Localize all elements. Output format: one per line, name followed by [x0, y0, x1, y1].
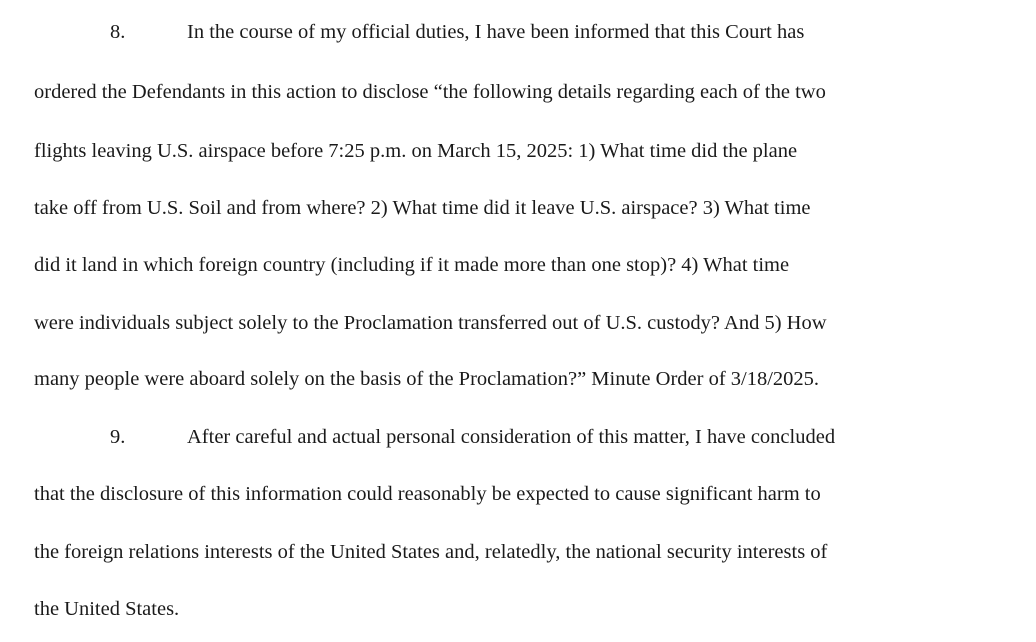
paragraph-9-text-line-2: that the disclosure of this information could reasonably be expected to cause significant harm to — [34, 483, 821, 505]
paragraph-8-text-line-4: take off from U.S. Soil and from where? 2) What time did it leave U.S. airspace? 3) What time — [34, 197, 811, 219]
paragraph-8-number: 8. — [110, 21, 126, 43]
paragraph-8-line-1 — [34, 20, 804, 44]
paragraph-9-line-1 — [34, 425, 835, 449]
paragraph-9-text-line-1: After careful and actual personal consideration of this matter, I have concluded — [187, 426, 836, 448]
paragraph-8-text-line-5: did it land in which foreign country (including if it made more than one stop)? 4) What time — [34, 254, 790, 276]
paragraph-8-text-line-7: many people were aboard solely on the basis of the Proclamation?” Minute Order of 3/18/2025. — [34, 368, 820, 390]
paragraph-9-text-line-4: the United States. — [34, 598, 180, 620]
paragraph-8-text-line-3: flights leaving U.S. airspace before 7:25 p.m. on March 15, 2025: 1) What time did the plane — [34, 140, 798, 162]
paragraph-9-number: 9. — [110, 426, 126, 448]
paragraph-9-text-line-3: the foreign relations interests of the United States and, relatedly, the national security interests of — [34, 541, 828, 563]
paragraph-8-text-line-6: were individuals subject solely to the Proclamation transferred out of U.S. custody? And 5) How — [34, 312, 827, 334]
paragraph-8-text-line-1: In the course of my official duties, I have been informed that this Court has — [187, 21, 805, 43]
paragraph-8-text-line-2: ordered the Defendants in this action to disclose “the following details regarding each of the two — [34, 81, 826, 103]
